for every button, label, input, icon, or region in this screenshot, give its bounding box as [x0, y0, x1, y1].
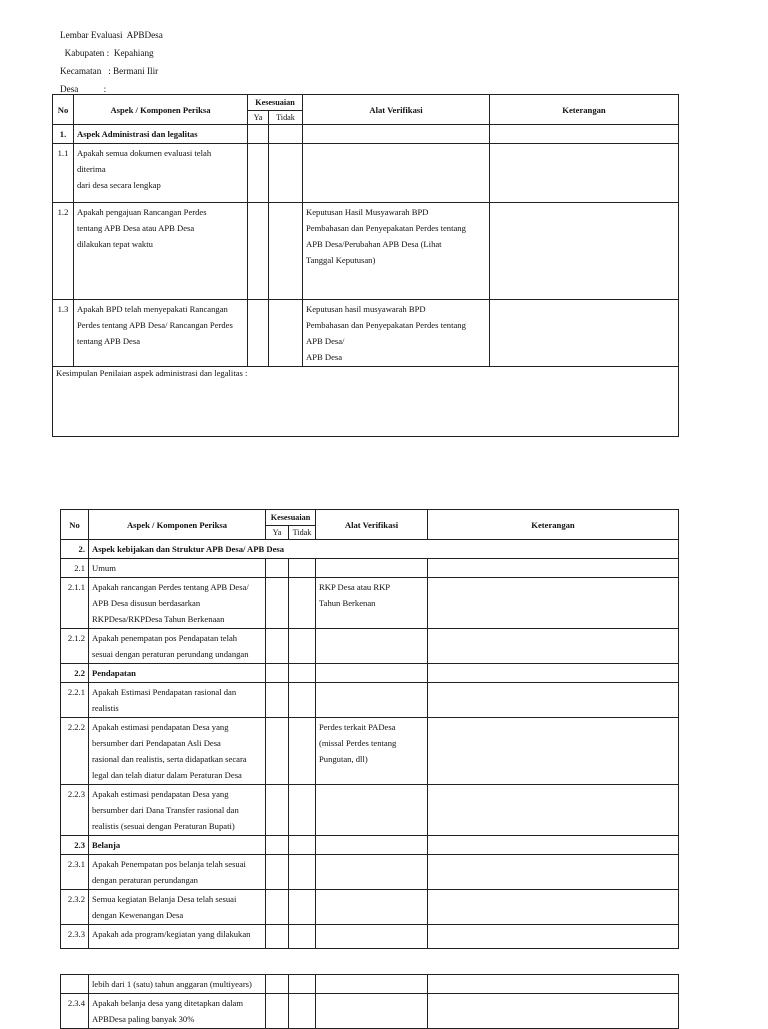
- tidak-cell[interactable]: [269, 125, 303, 144]
- alat-cell: [316, 785, 428, 836]
- ya-cell[interactable]: [266, 994, 289, 1029]
- row-no: 1.2: [53, 203, 74, 300]
- row-no: 2.1.2: [61, 629, 89, 664]
- alat-cell: [316, 890, 428, 925]
- tidak-cell[interactable]: [289, 890, 316, 925]
- tidak-cell[interactable]: [289, 855, 316, 890]
- ya-cell[interactable]: [248, 300, 269, 367]
- tidak-cell[interactable]: [289, 836, 316, 855]
- tidak-cell[interactable]: [289, 994, 316, 1029]
- tidak-cell[interactable]: [289, 578, 316, 629]
- tidak-cell[interactable]: [289, 785, 316, 836]
- alat-cell: [316, 629, 428, 664]
- row-no: 2.2.1: [61, 683, 89, 718]
- tidak-cell[interactable]: [269, 300, 303, 367]
- ya-cell[interactable]: [266, 578, 289, 629]
- col-header-aspek: Aspek / Komponen Periksa: [89, 510, 266, 540]
- header-title: Lembar Evaluasi APBDesa: [60, 30, 163, 40]
- col-header-ya: Ya: [248, 111, 269, 125]
- row-aspek: Apakah rancangan Perdes tentang APB Desa/ APB Desa disusun berdasarkan RKPDesa/RKPDesa Tahun Berkenaan: [89, 578, 266, 629]
- evaluation-table-kebijakan: [60, 509, 679, 949]
- col-header-keterangan: Keterangan: [428, 510, 679, 540]
- col-header-aspek: Aspek / Komponen Periksa: [74, 95, 248, 125]
- alat-cell: [316, 683, 428, 718]
- ya-cell[interactable]: [266, 855, 289, 890]
- row-no: 2.1.1: [61, 578, 89, 629]
- keterangan-cell[interactable]: [428, 975, 679, 994]
- row-aspek: Umum: [89, 559, 266, 578]
- col-header-ya: Ya: [266, 526, 289, 540]
- header-kecamatan: Kecamatan : Bermani Ilir: [60, 66, 159, 76]
- row-aspek: Apakah semua dokumen evaluasi telah diterima dari desa secara lengkap: [74, 144, 248, 203]
- table-row: [61, 925, 679, 949]
- row-aspek: Apakah belanja desa yang ditetapkan dalam APBDesa paling banyak 30%: [89, 994, 266, 1029]
- ya-cell[interactable]: [266, 890, 289, 925]
- tidak-cell[interactable]: [289, 664, 316, 683]
- keterangan-cell[interactable]: [428, 855, 679, 890]
- row-alat: [303, 144, 490, 203]
- table-row: [61, 890, 679, 925]
- alat-cell: [316, 994, 428, 1029]
- col-header-keterangan: Keterangan: [490, 95, 679, 125]
- table-row: [53, 144, 679, 203]
- tidak-cell[interactable]: [289, 975, 316, 994]
- tidak-cell[interactable]: [289, 683, 316, 718]
- row-aspek: Apakah estimasi pendapatan Desa yang bersumber dari Pendapatan Asli Desa rasional dan realistis, serta didapatkan secara legal dan telah diatur dalam Peraturan Desa: [89, 718, 266, 785]
- col-header-kesesuaian: Kesesuaian: [266, 510, 316, 526]
- row-alat: Keputusan Hasil Musyawarah BPD Pembahasan dan Penyepakatan Perdes tentang APB Desa/Perubahan APB Desa (Lihat Tanggal Keputusan): [303, 203, 490, 300]
- conclusion-text[interactable]: Kesimpulan Penilaian aspek administrasi dan legalitas :: [53, 367, 679, 437]
- table-row: [61, 718, 679, 785]
- keterangan-cell[interactable]: [428, 836, 679, 855]
- section-row: [53, 125, 679, 144]
- table-row: [61, 785, 679, 836]
- row-alat: Keputusan hasil musyawarah BPD Pembahasan dan Penyepakatan Perdes tentang APB Desa/ APB Desa: [303, 300, 490, 367]
- subsection-row: [61, 836, 679, 855]
- ya-cell[interactable]: [266, 629, 289, 664]
- row-no: 2.2.3: [61, 785, 89, 836]
- table-row: [61, 994, 679, 1029]
- section-no: 1.: [53, 125, 74, 144]
- ya-cell[interactable]: [248, 203, 269, 300]
- table-row: [53, 203, 679, 300]
- alat-cell: [316, 836, 428, 855]
- section-row: [61, 540, 679, 559]
- col-header-no: No: [53, 95, 74, 125]
- row-no: 2.1: [61, 559, 89, 578]
- ya-cell[interactable]: [266, 836, 289, 855]
- keterangan-cell[interactable]: [428, 683, 679, 718]
- row-no: 2.3.4: [61, 994, 89, 1029]
- row-aspek: Apakah penempatan pos Pendapatan telah sesuai dengan peraturan perundang undangan: [89, 629, 266, 664]
- row-alat: Perdes terkait PADesa (missal Perdes tentang Pungutan, dll): [316, 718, 428, 785]
- tidak-cell[interactable]: [289, 629, 316, 664]
- row-alat: RKP Desa atau RKP Tahun Berkenan: [316, 578, 428, 629]
- keterangan-cell[interactable]: [490, 203, 679, 300]
- tidak-cell[interactable]: [289, 559, 316, 578]
- keterangan-cell[interactable]: [428, 578, 679, 629]
- keterangan-cell[interactable]: [490, 125, 679, 144]
- document-header: [60, 26, 163, 98]
- keterangan-cell[interactable]: [428, 629, 679, 664]
- row-aspek: Apakah BPD telah menyepakati Rancangan Perdes tentang APB Desa/ Rancangan Perdes tentang APB Desa: [74, 300, 248, 367]
- alat-cell: [316, 664, 428, 683]
- alat-cell: [316, 975, 428, 994]
- section-label: Aspek kebijakan dan Struktur APB Desa/ APB Desa: [89, 540, 679, 559]
- ya-cell[interactable]: [266, 664, 289, 683]
- row-aspek: Pendapatan: [89, 664, 266, 683]
- keterangan-cell[interactable]: [428, 785, 679, 836]
- keterangan-cell[interactable]: [428, 718, 679, 785]
- ya-cell[interactable]: [266, 785, 289, 836]
- row-no: 2.2.2: [61, 718, 89, 785]
- row-aspek: Apakah Estimasi Pendapatan rasional dan realistis: [89, 683, 266, 718]
- evaluation-table-continuation: [60, 974, 679, 1029]
- row-aspek: lebih dari 1 (satu) tahun anggaran (multiyears): [89, 975, 266, 994]
- alat-cell: [316, 925, 428, 949]
- tidak-cell[interactable]: [269, 144, 303, 203]
- section-label: Aspek Administrasi dan legalitas: [74, 125, 248, 144]
- table-row: [61, 975, 679, 994]
- table-row: [61, 559, 679, 578]
- row-aspek: Semua kegiatan Belanja Desa telah sesuai dengan Kewenangan Desa: [89, 890, 266, 925]
- subsection-row: [61, 664, 679, 683]
- keterangan-cell[interactable]: [428, 994, 679, 1029]
- row-no: 2.2: [61, 664, 89, 683]
- alat-cell: [316, 855, 428, 890]
- row-no: 1.3: [53, 300, 74, 367]
- table-row: [61, 683, 679, 718]
- ya-cell[interactable]: [266, 925, 289, 949]
- ya-cell[interactable]: [266, 559, 289, 578]
- col-header-tidak: Tidak: [289, 526, 316, 540]
- tidak-cell[interactable]: [289, 718, 316, 785]
- ya-cell[interactable]: [266, 718, 289, 785]
- col-header-alat: Alat Verifikasi: [316, 510, 428, 540]
- section-no: 2.: [61, 540, 89, 559]
- row-no: [61, 975, 89, 994]
- row-no: 1.1: [53, 144, 74, 203]
- evaluation-table-administrasi: [52, 94, 679, 437]
- keterangan-cell[interactable]: [428, 664, 679, 683]
- table-row: [61, 855, 679, 890]
- header-kabupaten: Kabupaten : Kepahiang: [60, 48, 154, 58]
- tidak-cell[interactable]: [269, 203, 303, 300]
- row-aspek: Apakah ada program/kegiatan yang dilakukan: [89, 925, 266, 949]
- table-row: [61, 578, 679, 629]
- row-no: 2.3.3: [61, 925, 89, 949]
- tidak-cell[interactable]: [289, 925, 316, 949]
- ya-cell[interactable]: [248, 144, 269, 203]
- row-no: 2.3.1: [61, 855, 89, 890]
- col-header-no: No: [61, 510, 89, 540]
- keterangan-cell[interactable]: [428, 559, 679, 578]
- col-header-tidak: Tidak: [269, 111, 303, 125]
- keterangan-cell[interactable]: [428, 925, 679, 949]
- alat-cell: [316, 559, 428, 578]
- table-row: [53, 300, 679, 367]
- alat-cell: [303, 125, 490, 144]
- col-header-kesesuaian: Kesesuaian: [248, 95, 303, 111]
- ya-cell[interactable]: [248, 125, 269, 144]
- table-row: [61, 629, 679, 664]
- keterangan-cell[interactable]: [490, 300, 679, 367]
- row-aspek: Apakah Penempatan pos belanja telah sesuai dengan peraturan perundangan: [89, 855, 266, 890]
- row-no: 2.3: [61, 836, 89, 855]
- row-aspek: Belanja: [89, 836, 266, 855]
- conclusion-row: [53, 367, 679, 437]
- ya-cell[interactable]: [266, 683, 289, 718]
- header-desa: Desa :: [60, 84, 107, 94]
- row-no: 2.3.2: [61, 890, 89, 925]
- keterangan-cell[interactable]: [428, 890, 679, 925]
- row-aspek: Apakah pengajuan Rancangan Perdes tentang APB Desa atau APB Desa dilakukan tepat waktu: [74, 203, 248, 300]
- ya-cell[interactable]: [266, 975, 289, 994]
- row-aspek: Apakah estimasi pendapatan Desa yang bersumber dari Dana Transfer rasional dan realistis (sesuai dengan Peraturan Bupati): [89, 785, 266, 836]
- keterangan-cell[interactable]: [490, 144, 679, 203]
- col-header-alat: Alat Verifikasi: [303, 95, 490, 125]
